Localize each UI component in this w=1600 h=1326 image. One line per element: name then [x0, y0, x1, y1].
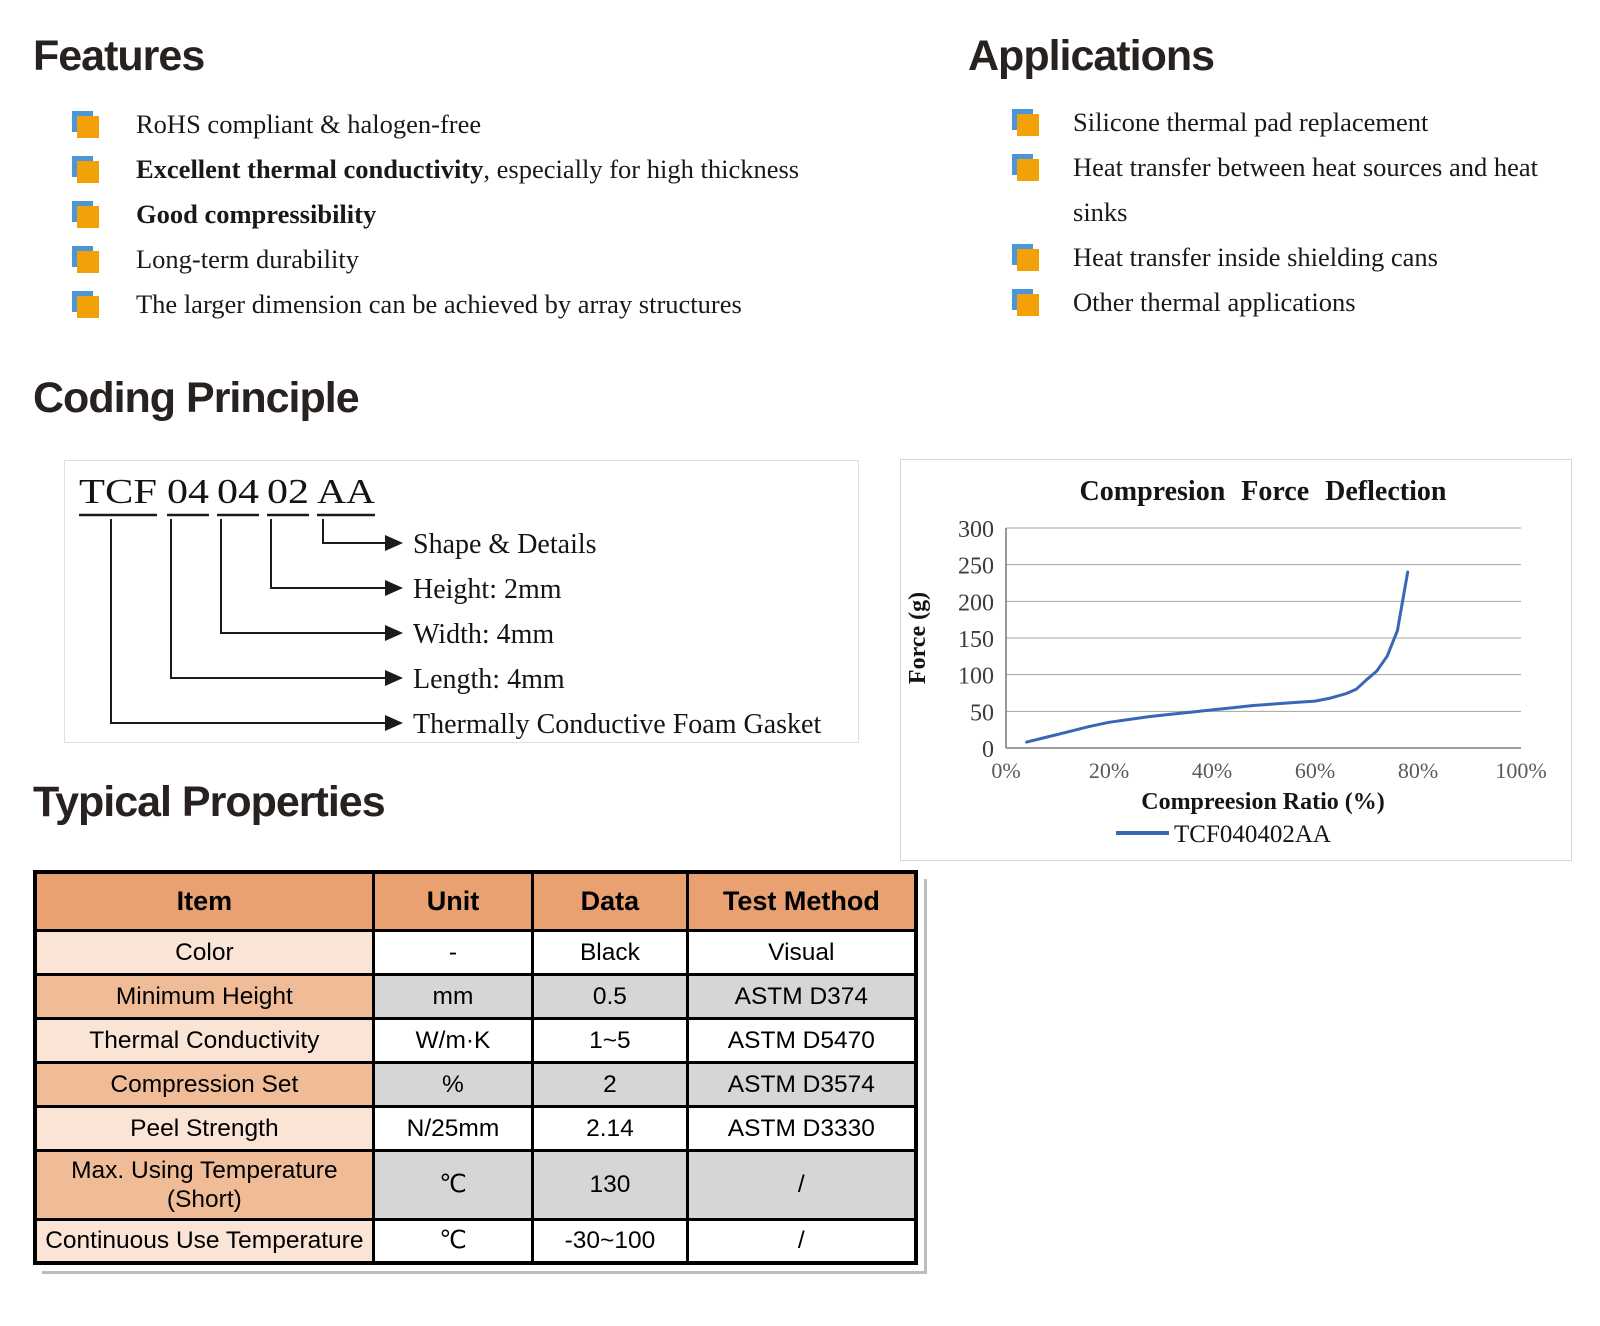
properties-table — [33, 870, 918, 1265]
table-shadow-bottom — [42, 1271, 927, 1274]
item-cell: Compression Set — [35, 1062, 373, 1106]
table-row — [35, 1018, 916, 1062]
table-row — [35, 1062, 916, 1106]
table-row — [35, 930, 916, 974]
bullet-square-icon — [72, 156, 100, 185]
bullet-square-icon — [1012, 289, 1040, 318]
y-tick: 250 — [958, 553, 994, 580]
data-cell: 2.14 — [533, 1106, 687, 1150]
chart-gridlines — [1006, 528, 1521, 711]
x-tick: 0% — [991, 758, 1021, 783]
col-header-unit: Unit — [373, 872, 532, 930]
data-cell: 0.5 — [533, 974, 687, 1018]
item-cell: Peel Strength — [35, 1106, 373, 1150]
table-row — [35, 1150, 916, 1219]
properties-table-wrap — [33, 870, 918, 1265]
coding-title: Coding Principle — [33, 374, 359, 422]
feature-item — [72, 237, 932, 282]
unit-cell: N/25mm — [373, 1106, 532, 1150]
bullet-square-icon — [1012, 244, 1040, 273]
code-group-length: 04 — [167, 472, 209, 511]
features-list — [72, 102, 932, 327]
feature-item — [72, 147, 932, 192]
coding-diagram-panel — [64, 460, 859, 743]
y-tick: 300 — [958, 517, 994, 543]
data-series-line — [1027, 572, 1408, 742]
code-group-prefix: TCF — [79, 472, 157, 511]
coding-label-height: Height: 2mm — [413, 574, 562, 605]
application-item — [1012, 235, 1552, 280]
item-cell: Continuous Use Temperature — [35, 1219, 373, 1263]
feature-text: The larger dimension can be achieved by array structures — [136, 289, 742, 319]
feature-text: RoHS compliant & halogen-free — [136, 109, 482, 139]
y-tick: 200 — [958, 590, 994, 617]
test-method-cell: ASTM D3330 — [687, 1106, 916, 1150]
bullet-square-icon — [72, 201, 100, 230]
y-tick-labels — [958, 517, 994, 763]
application-text: Other thermal applications — [1073, 287, 1356, 317]
bullet-square-icon — [72, 246, 100, 275]
test-method-cell: ASTM D374 — [687, 974, 916, 1018]
unit-cell: - — [373, 930, 532, 974]
unit-cell: ℃ — [373, 1150, 532, 1219]
applications-title: Applications — [968, 32, 1215, 80]
bullet-square-icon — [1012, 109, 1040, 138]
applications-list — [1012, 100, 1552, 325]
feature-text: Good compressibility — [136, 199, 377, 229]
test-method-cell: / — [687, 1219, 916, 1263]
y-tick: 100 — [958, 663, 994, 690]
unit-cell: mm — [373, 974, 532, 1018]
x-tick: 100% — [1495, 758, 1547, 783]
chart-legend — [1116, 821, 1331, 848]
feature-text: Long-term durability — [136, 244, 359, 274]
unit-cell: % — [373, 1062, 532, 1106]
x-tick: 80% — [1397, 758, 1439, 783]
table-row — [35, 1219, 916, 1263]
item-cell: Thermal Conductivity — [35, 1018, 373, 1062]
col-header-test-method: Test Method — [687, 872, 916, 930]
y-tick: 150 — [958, 627, 994, 653]
test-method-cell: / — [687, 1150, 916, 1219]
table-row — [35, 1106, 916, 1150]
cfd-chart-panel — [900, 459, 1572, 861]
data-cell: 2 — [533, 1062, 687, 1106]
col-header-item: Item — [35, 872, 373, 930]
coding-label-gasket: Thermally Conductive Foam Gasket — [413, 709, 822, 740]
coding-label-length: Length: 4mm — [413, 664, 565, 695]
test-method-cell: Visual — [687, 930, 916, 974]
application-text: Silicone thermal pad replacement — [1073, 107, 1429, 137]
application-text: Heat transfer between heat sources and heat sinks — [1073, 152, 1538, 227]
y-tick: 50 — [970, 700, 994, 727]
data-cell: 1~5 — [533, 1018, 687, 1062]
item-cell: Minimum Height — [35, 974, 373, 1018]
data-cell: 130 — [533, 1150, 687, 1219]
bullet-square-icon — [72, 111, 100, 140]
feature-item — [72, 102, 932, 147]
feature-item — [72, 192, 932, 237]
y-tick: 0 — [982, 737, 994, 763]
x-tick: 40% — [1191, 758, 1233, 783]
features-title: Features — [33, 32, 205, 80]
coding-diagram — [65, 461, 858, 742]
code-group-height: 02 — [267, 472, 309, 511]
item-cell: Color — [35, 930, 373, 974]
application-item — [1012, 145, 1552, 235]
bullet-square-icon — [72, 291, 100, 320]
chart-title: Compresion Force Deflection — [1079, 476, 1447, 507]
x-tick-labels — [991, 758, 1546, 783]
coding-label-width: Width: 4mm — [413, 619, 555, 650]
code-connectors — [111, 519, 403, 731]
table-row — [35, 974, 916, 1018]
x-axis-title: Compreesion Ratio (%) — [1141, 789, 1385, 815]
code-group-width: 04 — [217, 472, 259, 511]
table-shadow-right — [924, 879, 927, 1274]
application-item — [1012, 280, 1552, 325]
item-cell: Max. Using Temperature (Short) — [35, 1150, 373, 1219]
col-header-data: Data — [533, 872, 687, 930]
feature-item — [72, 282, 932, 327]
test-method-cell: ASTM D3574 — [687, 1062, 916, 1106]
table-header-row — [35, 872, 916, 930]
data-cell: -30~100 — [533, 1219, 687, 1263]
bullet-square-icon — [1012, 154, 1040, 183]
legend-label: TCF040402AA — [1174, 821, 1331, 848]
feature-text: Excellent thermal conductivity, especially for high thickness — [136, 154, 800, 184]
properties-title: Typical Properties — [33, 778, 385, 826]
unit-cell: ℃ — [373, 1219, 532, 1263]
unit-cell: W/m·K — [373, 1018, 532, 1062]
code-group-shape: AA — [317, 472, 376, 511]
application-item — [1012, 100, 1552, 145]
x-tick: 60% — [1294, 758, 1336, 783]
data-cell: Black — [533, 930, 687, 974]
y-axis-title: Force (g) — [905, 591, 931, 685]
coding-label-shape: Shape & Details — [413, 529, 597, 560]
cfd-chart — [901, 460, 1571, 860]
x-tick: 20% — [1088, 758, 1130, 783]
test-method-cell: ASTM D5470 — [687, 1018, 916, 1062]
application-text: Heat transfer inside shielding cans — [1073, 242, 1438, 272]
